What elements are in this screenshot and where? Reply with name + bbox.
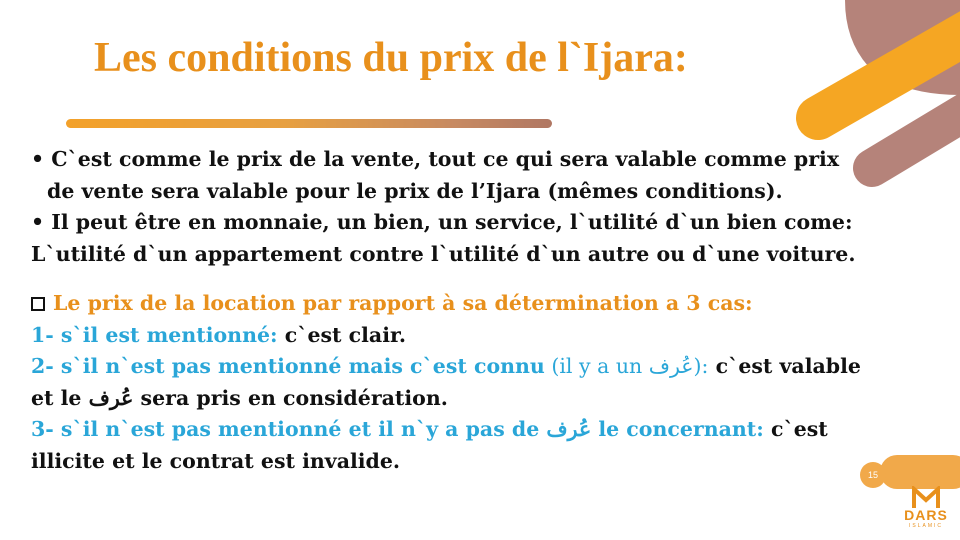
case-2 [31,351,931,383]
dars-logo [898,486,954,538]
logo-m-icon [911,486,941,508]
bullet-line-4: L`utilité d`un appartement contre l`utilité d`un autre ou d`une voiture. [31,241,856,266]
case-2-text: c`est valable [708,354,861,378]
slide-body [31,144,931,477]
case-2-paren: (il y a un عُرف): [544,354,709,378]
checkbox-bullet-icon [31,297,45,311]
cases-heading-text: Le prix de la location par rapport à sa détermination a 3 cas: [53,291,753,315]
bullet-line-2: de vente sera valable pour le prix de l’Ijara (mêmes conditions). [47,178,783,203]
case-1-label: 1- s`il est mentionné: [31,322,278,347]
case-2-line-2: et le عُرف sera pris en considération. [31,385,448,410]
logo-tagline: ISLAMIC [908,523,943,529]
cases-heading [31,288,931,320]
case-1 [31,320,931,352]
case-2-label: 2- s`il n`est pas mentionné mais c`est connu [31,354,545,378]
title-underline [66,119,552,128]
bullet-line-3: • Il peut être en monnaie, un bien, un service, l`utilité d`un bien come: [31,210,853,234]
slide-number-badge: 15 [860,462,886,488]
logo-name: DARS [904,507,948,523]
case-3 [31,414,931,446]
case-3-label: 3- s`il n`est pas mentionné et il n`y a pas de عُرف le concernant: [31,417,764,441]
case-3-line-2: illicite et le contrat est invalide. [31,448,401,473]
case-3-text: c`est [763,417,828,441]
case-1-text: c`est clair. [277,322,407,347]
bullet-line-1: • C`est comme le prix de la vente, tout ce qui sera valable comme prix [31,147,840,171]
slide-title: Les conditions du prix de l`Ijara: [94,35,688,81]
